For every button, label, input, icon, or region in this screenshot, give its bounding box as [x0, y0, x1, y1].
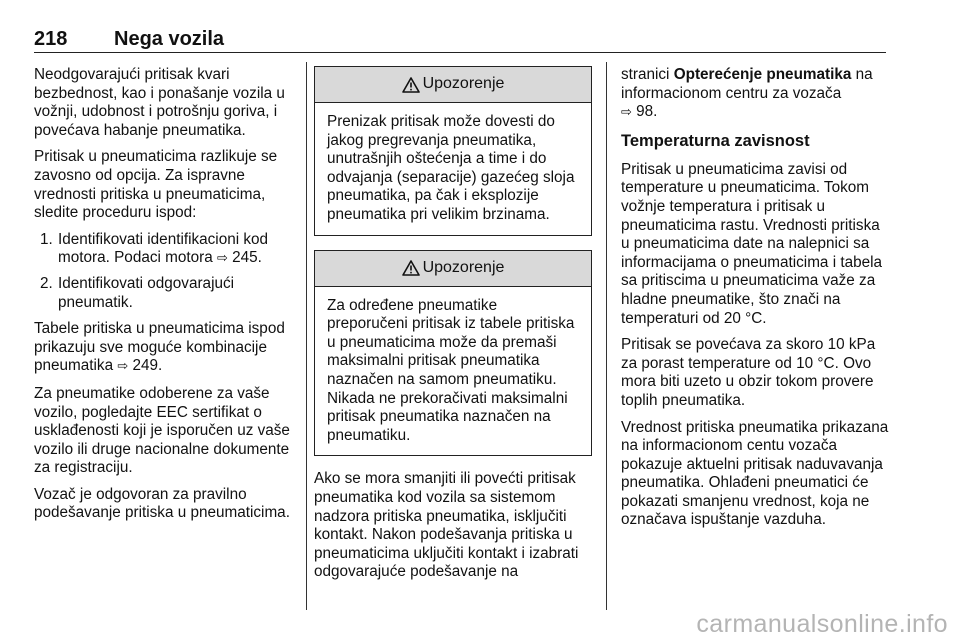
paragraph: Ako se mora smanjiti ili povećti pritisak pneumatika kod vozila sa sistemom nadzora pritiska pneumatika, isključiti kontakt. Nakon podešavanja pritiska u pneumaticima uključiti kontakt i izabrati odgovarajuće podešavanje na — [314, 470, 579, 581]
column-1 — [34, 66, 302, 531]
list-item — [34, 275, 302, 312]
paragraph: Neodgovarajući pritisak kvari bezbednost, kao i ponašanje vozila u vožnji, udobnost i potrošnju goriva, i povećava habanje pneumatika. — [34, 66, 285, 139]
column-divider-2 — [606, 62, 607, 610]
page-title: Nega vozila — [114, 28, 225, 50]
paragraph-text: na informacionom centru za vozača — [621, 66, 873, 102]
paragraph: Vrednost pritiska pneumatika prikazana na informacionom centu vozača pokazuje aktuelni pritisak naduvavanja pneumatika. Ohlađeni pneumatici će pokazati smanjenu vrednost, koja ne označava ispuštanje vazduha. — [621, 418, 889, 529]
page-header — [34, 28, 886, 52]
menu-reference: Opterećenje pneumatika — [673, 66, 852, 83]
warning-body: Prenizak pritisak može dovesti do jakog pregrevanja pneumatika, unutrašnjih oštećenja a time i do odvajanja (separacije) gazećeg sloja pneumatika, pa čak i eksplozije pneumatika pri velikim brzinama. — [327, 113, 575, 223]
watermark: carmanualsonline.info — [696, 610, 948, 638]
paragraph: Pritisak u pneumaticima razlikuje se zavosno od opcija. Za ispravne vrednosti pritiska u pneumaticima, sledite proceduru ispod: — [34, 148, 278, 222]
warning-triangle-icon — [402, 260, 420, 276]
warning-body: Za određene pneumatike preporučeni pritisak iz tabele pritiska u pneumaticima može da premaši maksimalni pritisak pneumatika naznačen na samom pneumatiku. Nikada ne prekoračivati maksimalni pritisak pneumatika naznačen na pneumatiku. — [327, 296, 575, 444]
paragraph: Za pneumatike odoberene za vaše vozilo, pogledajte EEC sertifikat o usklađenosti koji je isporučen uz vaše vozilo ili druge nacionalne dokumente za registraciju. — [34, 384, 290, 477]
paragraph: Pritisak se povećava za skoro 10 kPa za porast temperature od 10 °C. Ovo mora biti uzeto u obzir tokom provere toplih pneumatika. — [621, 336, 876, 409]
step-text: Identifikovati identifikacioni kod motora. Podaci motora — [58, 230, 269, 267]
step-text: Identifikovati odgovarajući pneumatik. — [58, 274, 235, 311]
paragraph: Vozač je odgovoran za pravilno podešavanje pritiska u pneumaticima. — [34, 485, 290, 522]
page-ref-link[interactable]: 249. — [132, 357, 163, 375]
column-3 — [621, 66, 889, 538]
procedure-steps — [34, 231, 302, 312]
paragraph-text: stranici — [621, 66, 670, 83]
warning-triangle-icon — [402, 77, 420, 93]
list-item — [34, 231, 302, 269]
paragraph: Pritisak u pneumaticima zavisi od temperature u pneumaticima. Tokom vožnje temperatura i pritisak u pneumaticima rastu. Vrednosti pritiska u pneumaticima date na nalepnici sa informacijama o pneumaticima i tabela sa pritiscima u pneumaticima važe za hladne pneumatike, što znači na temperaturi od 20 °C. — [621, 160, 883, 327]
step-number: 2. — [40, 274, 53, 292]
column-divider-1 — [306, 62, 307, 610]
warning-header — [315, 251, 591, 287]
step-number: 1. — [40, 230, 53, 248]
page-number: 218 — [34, 28, 68, 50]
page-ref-arrow-icon: ⇨ — [621, 105, 632, 121]
paragraph — [34, 320, 302, 377]
warning-title: Upozorenje — [422, 75, 505, 93]
page-ref-link[interactable]: 98. — [636, 103, 658, 121]
page-ref-arrow-icon: ⇨ — [117, 359, 129, 375]
page-ref-link[interactable]: 245. — [232, 249, 262, 267]
warning-box — [314, 66, 592, 236]
warning-header — [315, 67, 591, 103]
warning-box — [314, 250, 592, 457]
paragraph-text: Tabele pritiska u pneumaticima ispod prikazuju sve moguće kombinacije pneumatika — [34, 320, 285, 375]
section-heading: Temperaturna zavisnost — [621, 131, 810, 150]
paragraph — [621, 66, 889, 123]
column-2 — [314, 66, 592, 590]
warning-title: Upozorenje — [422, 258, 505, 276]
page-ref-arrow-icon: ⇨ — [217, 251, 228, 267]
header-divider — [34, 52, 886, 53]
